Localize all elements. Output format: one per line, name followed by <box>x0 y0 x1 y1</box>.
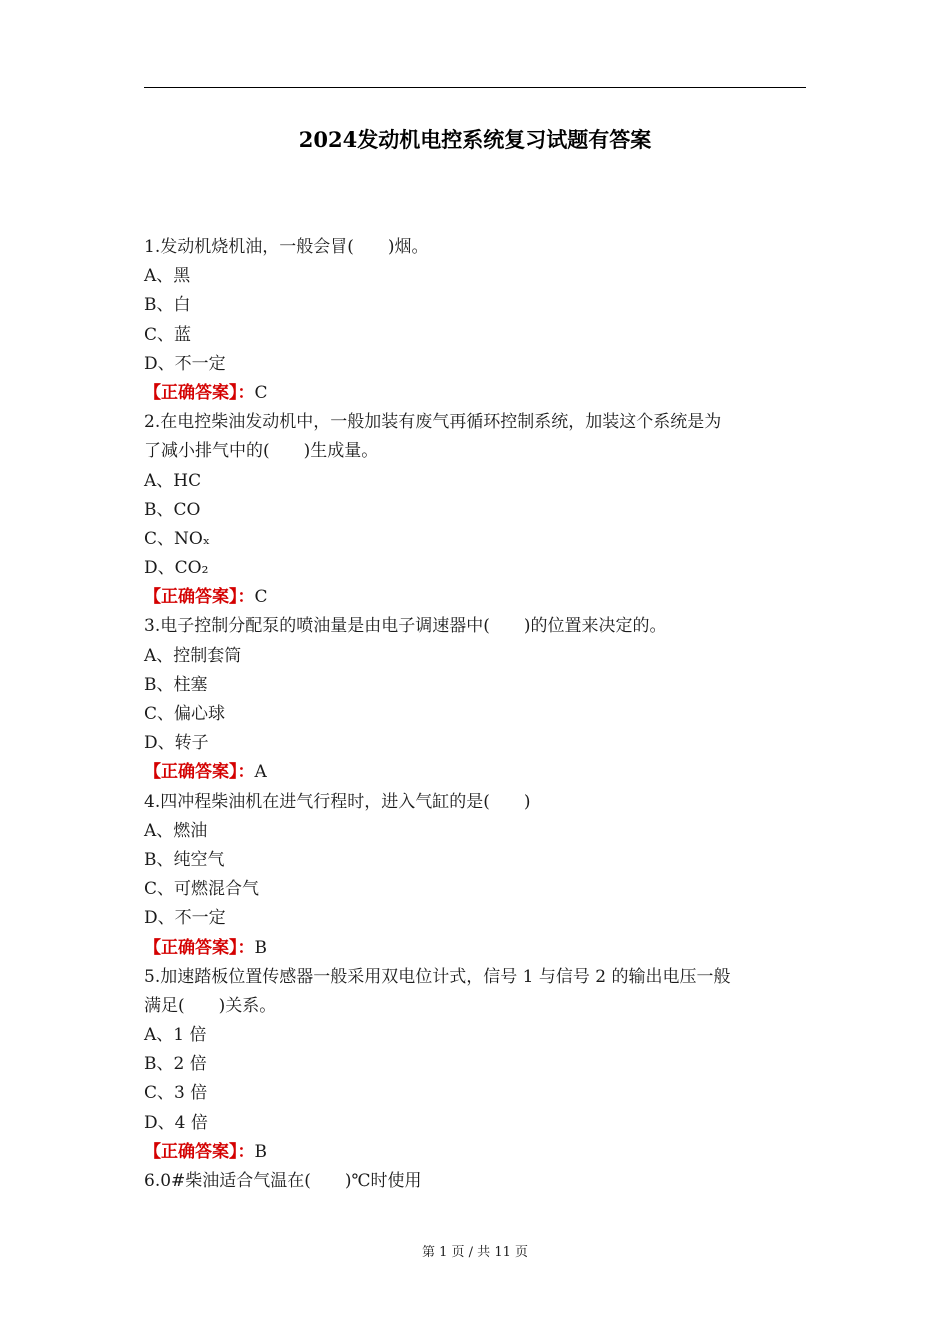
answer-line <box>144 1138 806 1167</box>
option-a: A、控制套筒 <box>144 645 242 666</box>
document-title: 2024发动机电控系统复习试题有答案 <box>298 127 652 152</box>
option-a: A、黑 <box>144 266 191 287</box>
question-stem: 4.四冲程柴油机在进气行程时，进入气缸的是( ) <box>144 791 531 812</box>
footer-total-pages: 11 <box>494 1245 511 1260</box>
question-stem: 6.0#柴油适合气温在( )℃时使用 <box>144 1171 422 1191</box>
option-b: B、2 倍 <box>144 1054 207 1075</box>
question-stem: 1.发动机烧机油，一般会冒( )烟。 <box>144 237 429 257</box>
option-d: D、不一定 <box>144 908 226 929</box>
option-d: D、CO₂ <box>144 558 209 579</box>
answer-line <box>144 934 806 963</box>
answer-label: 【正确答案】： <box>144 1141 255 1162</box>
answer-value: B <box>254 937 267 958</box>
option-b: B、纯空气 <box>144 849 225 870</box>
header-rule <box>144 87 806 88</box>
question-stem: 3.电子控制分配泵的喷油量是由电子调速器中( )的位置来决定的。 <box>144 616 667 637</box>
option-c: C、偏心球 <box>144 704 226 724</box>
option-b: B、CO <box>144 499 201 520</box>
footer-page-number: 1 <box>439 1245 448 1260</box>
answer-label: 【正确答案】： <box>144 587 255 608</box>
option-c: C、可燃混合气 <box>144 879 260 900</box>
question-stem: 5.加速踏板位置传感器一般采用双电位计式，信号 1 与信号 2 的输出电压一般 <box>144 966 731 987</box>
option-a: A、燃油 <box>144 820 208 841</box>
answer-line <box>144 379 806 408</box>
page-footer <box>0 1243 950 1263</box>
answer-label: 【正确答案】： <box>144 762 255 783</box>
option-b: B、柱塞 <box>144 674 208 695</box>
footer-middle: 页 / 共 <box>451 1245 491 1260</box>
answer-value: A <box>254 762 267 783</box>
option-b: B、白 <box>144 295 191 316</box>
answer-line <box>144 583 806 612</box>
answer-value: C <box>254 382 268 403</box>
answer-label: 【正确答案】： <box>144 382 255 403</box>
answer-line <box>144 758 806 787</box>
option-c: C、蓝 <box>144 324 192 345</box>
option-c: C、3 倍 <box>144 1083 208 1104</box>
question-stem-continued: 了减小排气中的( )生成量。 <box>144 441 379 462</box>
footer-suffix: 页 <box>515 1245 529 1260</box>
answer-value: C <box>254 587 268 608</box>
option-d: D、不一定 <box>144 353 226 374</box>
option-a: A、1 倍 <box>144 1025 207 1046</box>
footer-prefix: 第 <box>421 1245 435 1260</box>
question-list <box>144 233 806 1196</box>
question-stem-continued: 满足( )关系。 <box>144 995 277 1016</box>
option-d: D、4 倍 <box>144 1112 208 1133</box>
answer-label: 【正确答案】： <box>144 937 255 958</box>
option-a: A、HC <box>144 470 202 491</box>
answer-value: B <box>254 1141 267 1162</box>
question-stem: 2.在电控柴油发动机中，一般加装有废气再循环控制系统，加装这个系统是为 <box>144 412 722 433</box>
option-c: C、NOₓ <box>144 528 211 549</box>
option-d: D、转子 <box>144 733 209 754</box>
